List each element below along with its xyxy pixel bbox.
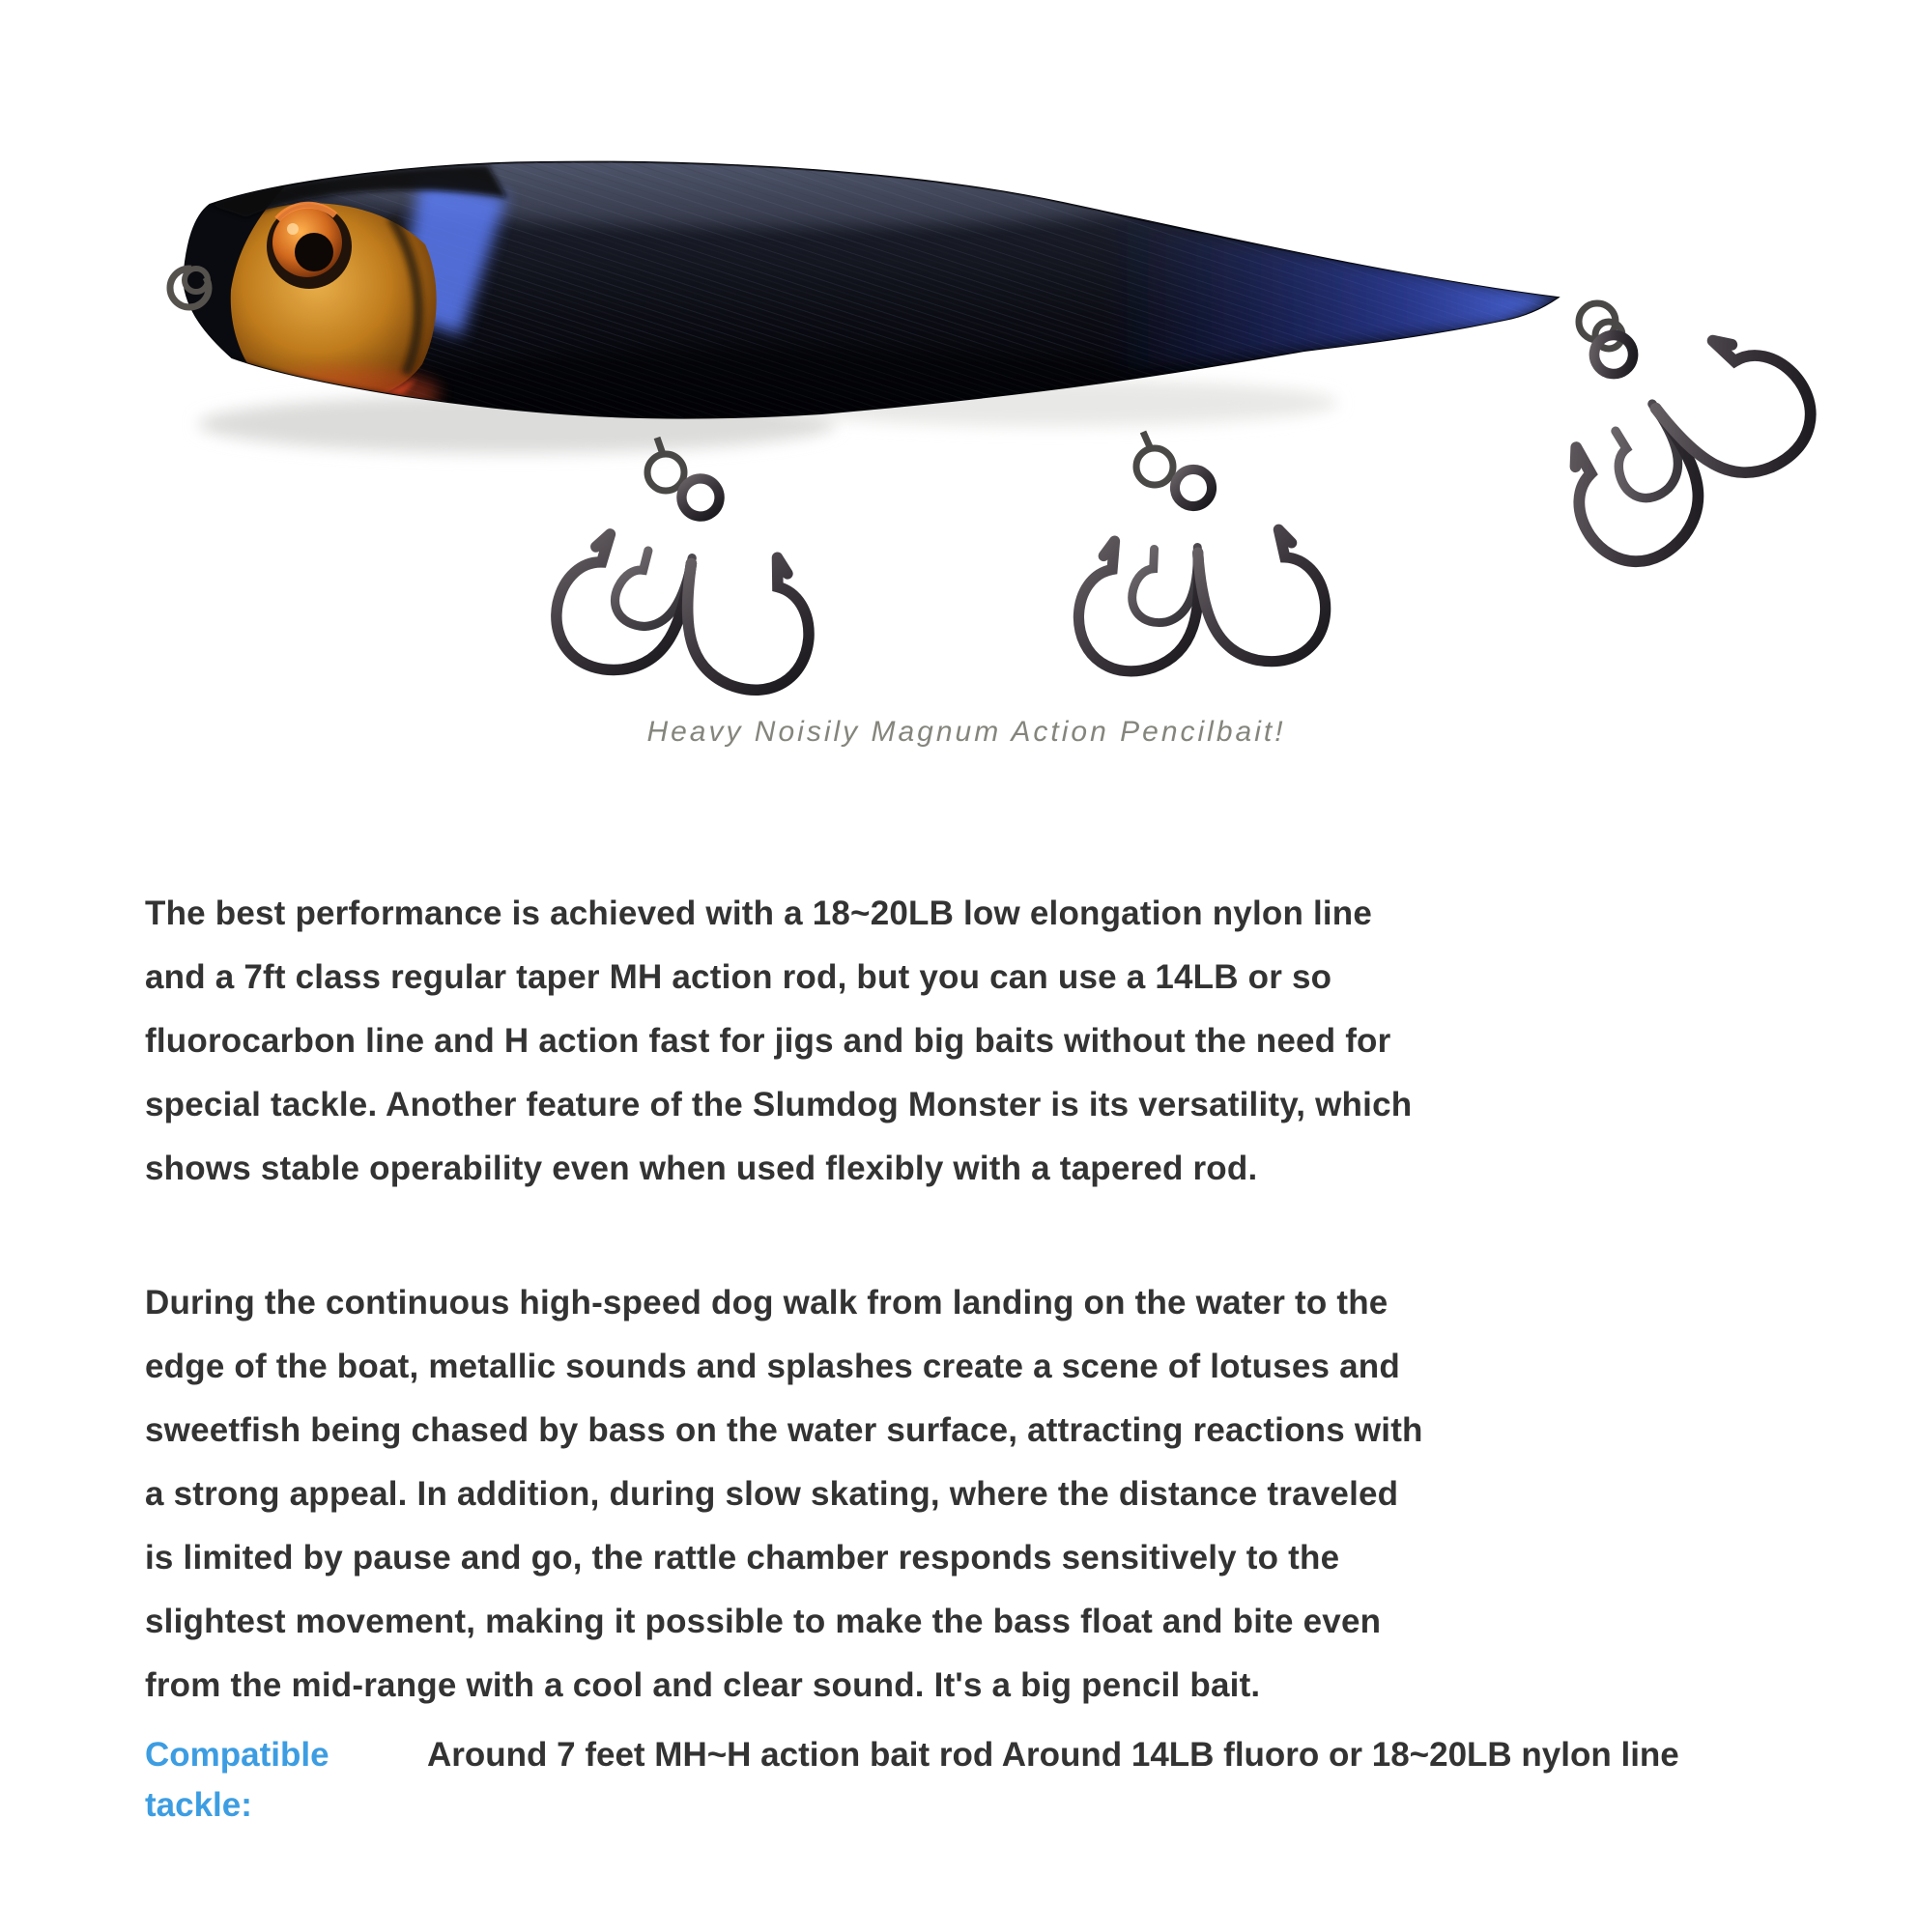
treble-hook-middle (1069, 461, 1329, 674)
spec-label: Compatible tackle: (145, 1736, 329, 1824)
tail-blue-sheen (1106, 217, 1560, 374)
treble-hook-tail (1500, 259, 1831, 582)
treble-hook-front (550, 461, 829, 696)
product-description (145, 882, 1430, 1718)
spec-value: Around 7 feet MH~H action bait rod Around 14LB fluoro or 18~20LB nylon line (427, 1736, 1679, 1774)
description-paragraph-2: During the continuous high-speed dog walk from landing on the water to the edge of the boat, metallic sounds and splashes create a scene of lotuses and sweetfish being chased by bass on the water surface, attracting reactions with a strong appeal. In addition, during slow skating, where the distance traveled is limited by pause and go, the rattle chamber responds sensitively to the slightest movement, making it possible to make the bass float and bite even from the mid-range with a cool and clear sound. It's a big pencil bait. (145, 1284, 1423, 1704)
photo-caption: Heavy Noisily Magnum Action Pencilbait! (646, 716, 1286, 748)
lure-eye (267, 204, 352, 289)
product-photo (101, 82, 1831, 749)
lure-image (101, 82, 1831, 710)
spec-row-compatible-tackle (145, 1730, 1812, 1831)
description-paragraph-1: The best performance is achieved with a 18~20LB low elongation nylon line and a 7ft class regular taper MH action rod, but you can use a 14LB or so fluorocarbon line and H action fast for jigs and big baits without the need for special tackle. Another feature of the Slumdog Monster is its versatility, which shows stable operability even when used flexibly with a tapered rod. (145, 895, 1413, 1187)
